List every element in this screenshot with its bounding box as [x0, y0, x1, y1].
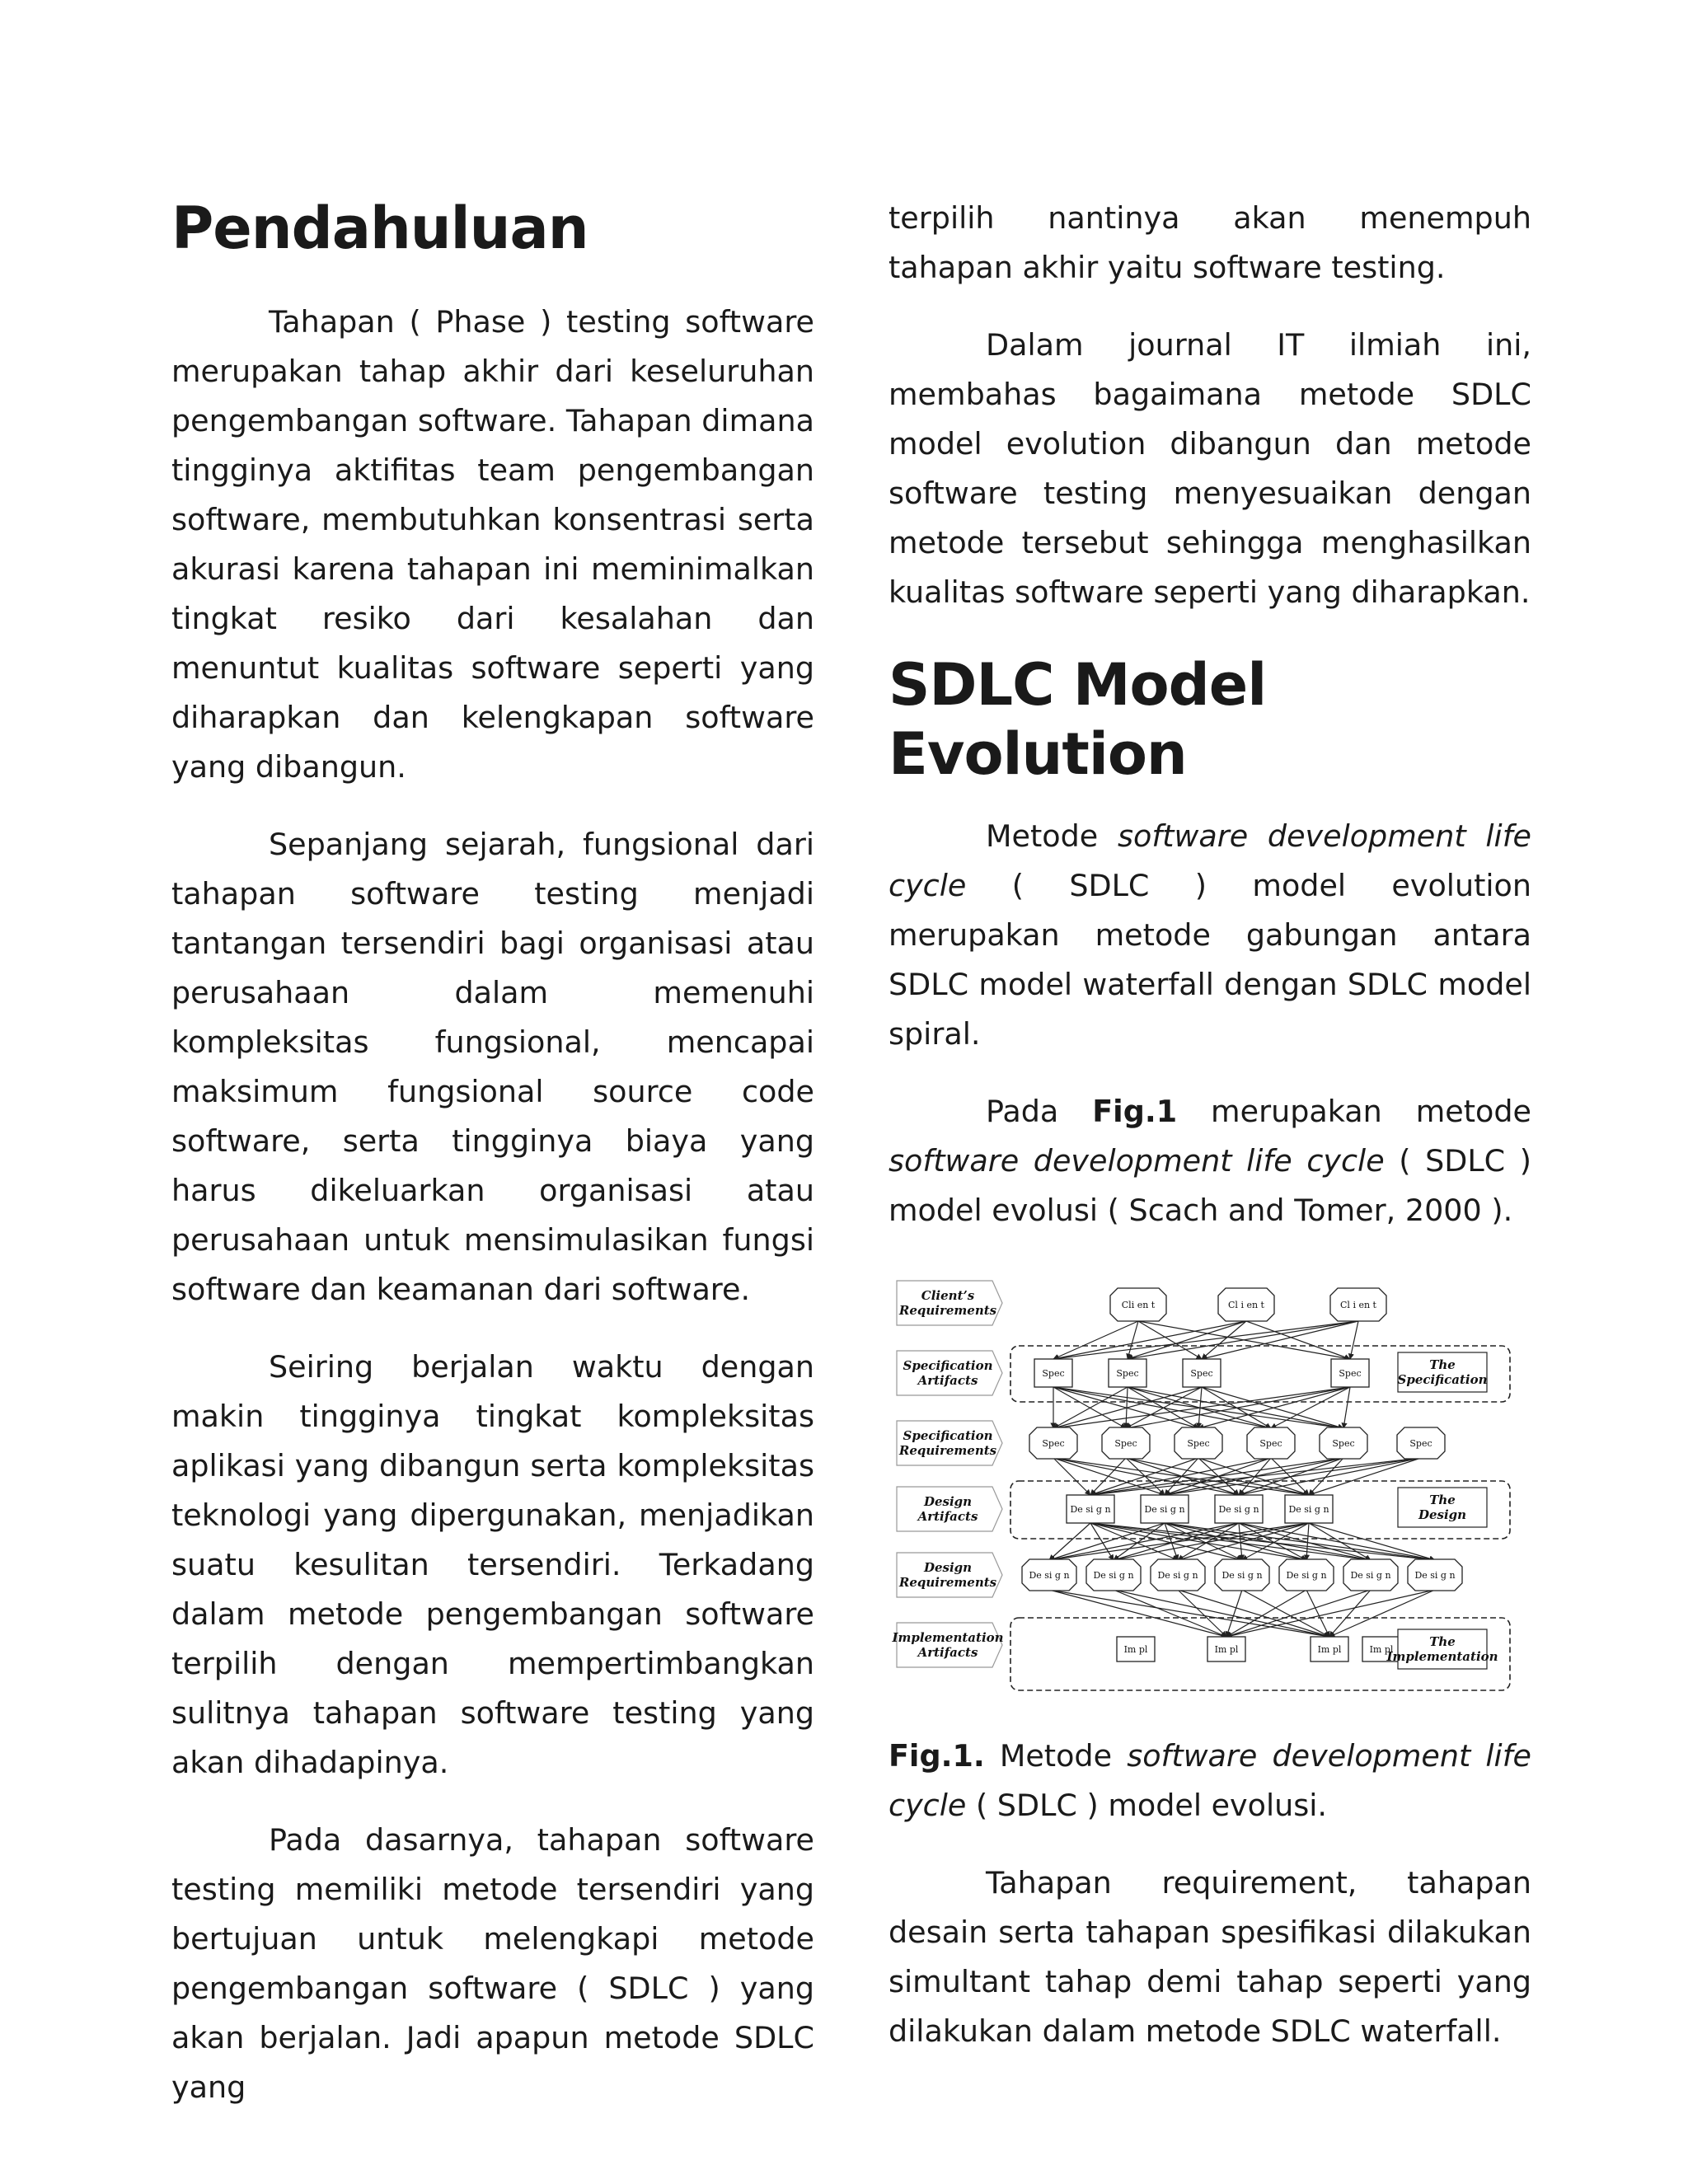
design-artifact-node-label: De si g n	[1070, 1504, 1111, 1515]
section-heading-pendahuluan: Pendahuluan	[171, 194, 588, 262]
diagram-edge	[1049, 1590, 1329, 1637]
diagram-edge	[1198, 1387, 1350, 1428]
diagram-edge	[1306, 1523, 1309, 1560]
diagram-row-label-text: Specification	[903, 1428, 993, 1443]
spec-requirement-node-label: Spec	[1259, 1438, 1282, 1449]
diagram-edge	[1128, 1321, 1138, 1359]
paragraph: Dalam journal IT ilmiah ini, membahas bagaimana metode SDLC model evolution dibangun dan metode software testing menyesuaikan dengan metode tersebut sehingga menghasilkan kualitas software seperti yang diharapkan.	[889, 327, 1531, 610]
diagram-edge	[1350, 1321, 1358, 1359]
the-implementation-box-text: The	[1429, 1634, 1456, 1649]
diagram-row-label-text: Client’s	[921, 1288, 975, 1303]
impl-artifact-node-label: Im pl	[1123, 1644, 1148, 1655]
diagram-edge	[1053, 1458, 1090, 1495]
impl-artifact-node-label: Im pl	[1317, 1644, 1342, 1655]
figure-sdlc-evolution-diagram	[889, 1270, 1515, 1699]
paragraph-continued: terpilih nantinya akan menempuh tahapan akhir yaitu software testing.	[889, 200, 1531, 285]
section-heading-sdlc-model-evolution: SDLC Model Evolution	[889, 651, 1267, 788]
design-requirement-node-label: De si g n	[1029, 1570, 1070, 1581]
diagram-row-label-text: Artifacts	[917, 1645, 978, 1660]
spec-artifact-node-label: Spec	[1339, 1368, 1362, 1379]
spec-requirement-node-label: Spec	[1409, 1438, 1432, 1449]
diagram-edge	[1128, 1321, 1246, 1359]
design-requirement-node-label: De si g n	[1414, 1570, 1456, 1581]
paragraph: Tahapan ( Phase ) testing software merupakan tahap akhir dari keseluruhan pengembangan software. Tahapan dimana tingginya aktifitas team pengembangan software, membutuhkan konsentrasi serta akurasi karena tahapan ini meminimalkan tingkat resiko dari kesalahan dan menuntut kualitas software seperti yang diharapkan dan kelengkapan software yang dibangun.	[171, 304, 814, 785]
the-specification-box-text: The	[1429, 1357, 1456, 1372]
impl-artifact-node-label: Im pl	[1214, 1644, 1239, 1655]
client-node-label: Cl i en t	[1340, 1300, 1376, 1310]
diagram-row-label-text: Design	[923, 1494, 973, 1509]
design-artifact-node-label: De si g n	[1144, 1504, 1185, 1515]
right-column	[889, 194, 1531, 2056]
spec-requirement-node-label: Spec	[1187, 1438, 1210, 1449]
the-design-box-text: The	[1429, 1493, 1456, 1507]
paragraph: Pada Fig.1 merupakan metode software development life cycle ( SDLC ) model evolusi ( Scach and Tomer, 2000 ).	[889, 1094, 1531, 1228]
design-requirement-node-label: De si g n	[1157, 1570, 1198, 1581]
diagram-edge	[1343, 1387, 1350, 1428]
design-requirement-node-label: De si g n	[1093, 1570, 1134, 1581]
diagram-row-label-text: Requirements	[898, 1575, 997, 1590]
diagram-edge	[1090, 1458, 1126, 1495]
paragraph: Sepanjang sejarah, fungsional dari tahapan software testing menjadi tantangan tersendiri bagi organisasi atau perusahaan dalam memenuhi kompleksitas fungsional, mencapai maksimum fungsional source code software, serta tingginya biaya yang harus dikeluarkan organisasi atau perusahaan untuk mensimulasikan fungsi software dan keamanan dari software.	[171, 827, 814, 1307]
diagram-row-label-text: Implementation	[892, 1630, 1004, 1645]
diagram-edge	[1226, 1590, 1306, 1637]
spec-artifact-node-label: Spec	[1116, 1368, 1139, 1379]
design-requirement-node-label: De si g n	[1350, 1570, 1391, 1581]
spec-requirement-node-label: Spec	[1332, 1438, 1355, 1449]
diagram-svg	[889, 1270, 1515, 1699]
diagram-edge	[1049, 1523, 1090, 1560]
spec-artifact-node-label: Spec	[1042, 1368, 1065, 1379]
client-node-label: Cli en t	[1121, 1300, 1156, 1310]
design-requirement-node-label: De si g n	[1221, 1570, 1263, 1581]
diagram-edge	[1053, 1321, 1246, 1359]
diagram-row-label-text: Requirements	[898, 1443, 997, 1458]
left-column	[171, 194, 814, 2112]
impl-artifact-node-label: Im pl	[1369, 1644, 1394, 1655]
diagram-row-label-text: Design	[923, 1560, 973, 1575]
client-node-label: Cl i en t	[1228, 1300, 1264, 1310]
paragraph: Seiring berjalan waktu dengan makin tingginya tingkat kompleksitas aplikasi yang dibangun serta kompleksitas teknologi yang dipergunakan, menjadikan suatu kesulitan tersendiri. Terkadang dalam metode pengembangan software terpilih dengan mempertimbangkan sulitnya tahapan software testing yang akan dihadapinya.	[171, 1349, 814, 1780]
diagram-row-label-text: Requirements	[898, 1303, 997, 1318]
diagram-row-label-text: Artifacts	[917, 1373, 978, 1388]
diagram-edge	[1090, 1523, 1114, 1560]
design-requirement-node-label: De si g n	[1286, 1570, 1327, 1581]
diagram-edge	[1049, 1523, 1165, 1560]
paragraph: Tahapan requirement, tahapan desain serta tahapan spesifikasi dilakukan simultant tahap demi tahap seperti yang dilakukan dalam metode SDLC waterfall.	[889, 1865, 1531, 2049]
diagram-edge	[1165, 1523, 1306, 1560]
diagram-edge	[1053, 1458, 1239, 1495]
the-implementation-box-text: Implementation	[1386, 1649, 1498, 1664]
diagram-edge	[1053, 1321, 1358, 1359]
figure-caption: Fig.1. Metode software development life cycle ( SDLC ) model evolusi.	[889, 1738, 1532, 1823]
spec-requirement-node-label: Spec	[1042, 1438, 1065, 1449]
diagram-row-label-text: Specification	[903, 1358, 993, 1373]
design-artifact-node-label: De si g n	[1288, 1504, 1329, 1515]
the-specification-box-text: Specification	[1397, 1372, 1488, 1387]
paragraph: Metode software development life cycle ( SDLC ) model evolution merupakan metode gabungan antara SDLC model waterfall dengan SDLC model spiral.	[889, 818, 1532, 1052]
diagram-edge	[1114, 1590, 1226, 1637]
diagram-edge	[1128, 1321, 1358, 1359]
spec-artifact-node-label: Spec	[1190, 1368, 1213, 1379]
design-artifact-node-label: De si g n	[1218, 1504, 1259, 1515]
paragraph: Pada dasarnya, tahapan software testing memiliki metode tersendiri yang bertujuan untuk melengkapi metode pengembangan software ( SDLC ) yang akan berjalan. Jadi apapun metode SDLC yang	[171, 1822, 814, 2105]
diagram-edge	[1090, 1458, 1343, 1495]
diagram-edge	[1226, 1590, 1242, 1637]
the-design-box-text: Design	[1418, 1507, 1467, 1522]
diagram-row-label-text: Artifacts	[917, 1509, 978, 1524]
diagram-edge	[1306, 1590, 1329, 1637]
spec-requirement-node-label: Spec	[1114, 1438, 1137, 1449]
